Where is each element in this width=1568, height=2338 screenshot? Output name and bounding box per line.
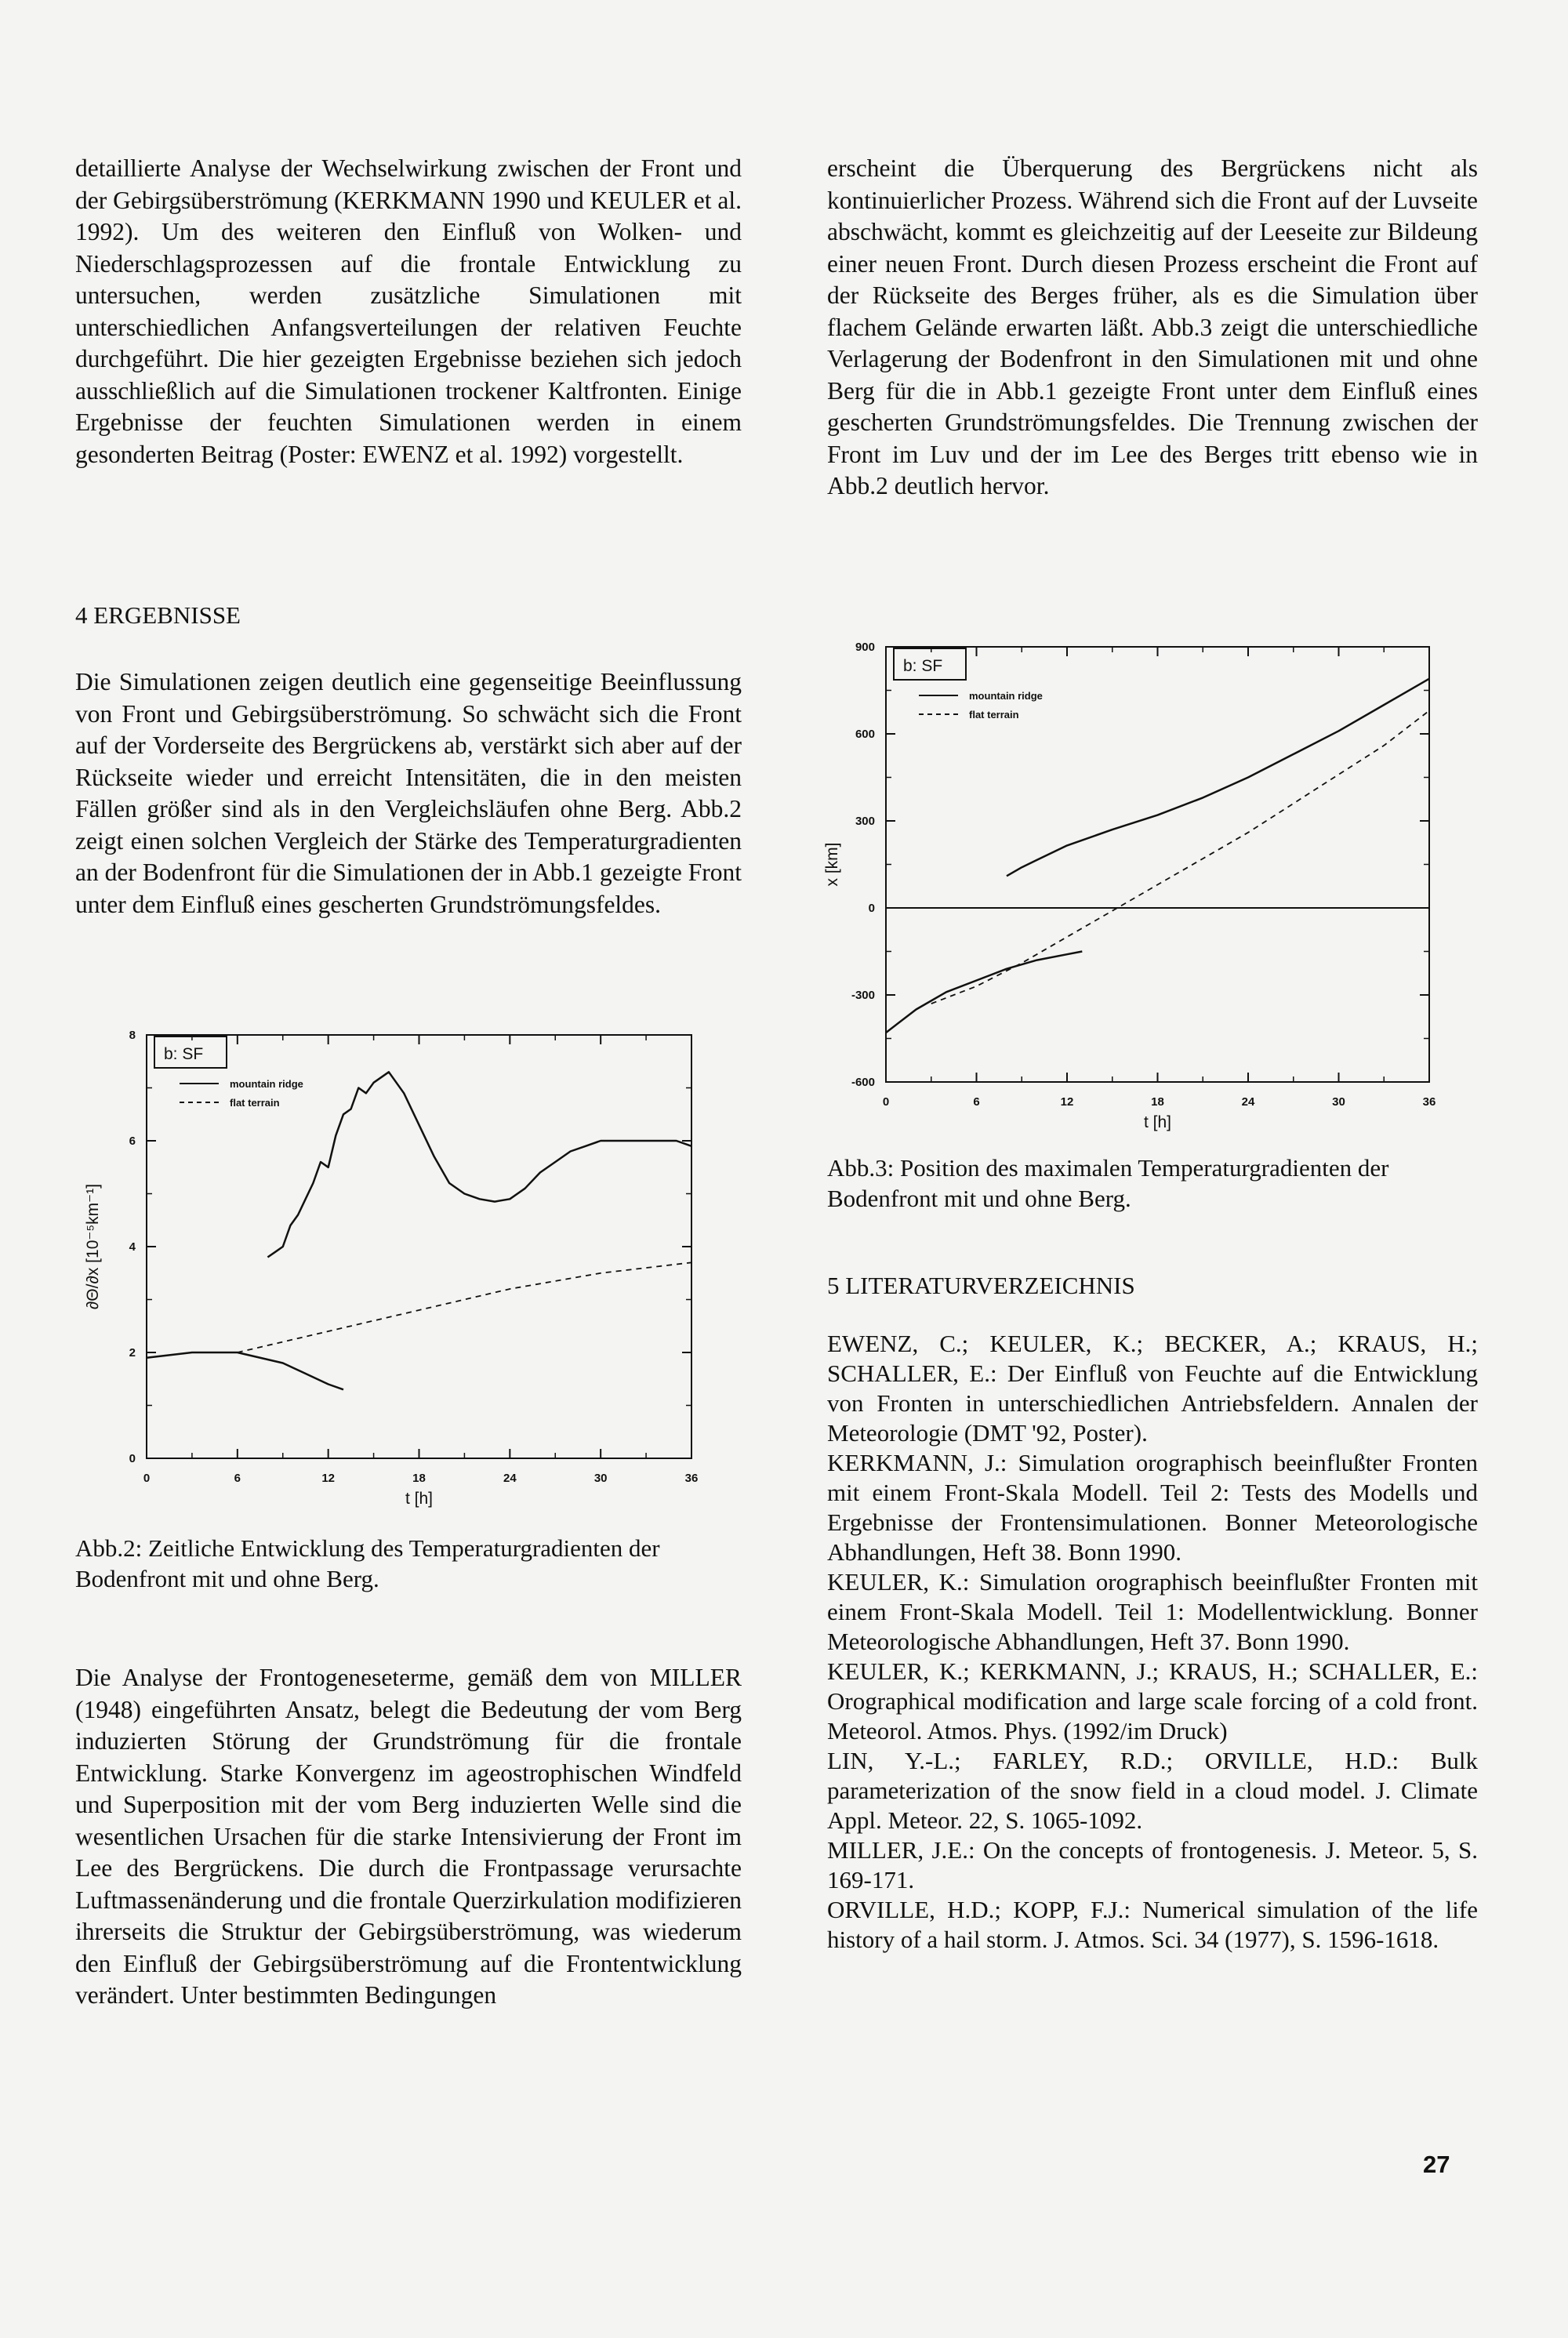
reference-item: KEULER, K.; KERKMANN, J.; KRAUS, H.; SCHALLER, E.: Orographical modification and large scale forcing of a cold front. Meteorol. Atmos. Phys. (1992/im Druck) (827, 1657, 1478, 1744)
x-tick-label: 0 (143, 1472, 151, 1485)
x-tick-label: 30 (1332, 1095, 1345, 1109)
x-tick-label: 24 (1241, 1095, 1255, 1109)
caption-abb2: Abb.2: Zeitliche Entwicklung des Temperaturgradienten der Bodenfront mit und ohne Berg. (75, 1534, 660, 1592)
legend-label-flat: flat terrain (230, 1097, 280, 1109)
series-line-flat-terrain (931, 710, 1429, 1004)
y-tick-label: -300 (851, 989, 875, 1002)
paragraph-ergebnisse: Die Simulationen zeigen deutlich eine gegenseitige Beeinflussung von Front und Gebirgsüberströmung. So schwächt sich die Front auf der Vorderseite des Bergrückens ab, verstärkt sich aber auf der Rückseite wieder und erreicht Intensitäten, die in den meisten Fällen größer sind als in den Vergleichsläufen ohne Berg. Abb.2 zeigt einen solchen Vergleich der Stärke des Temperaturgradienten an der Bodenfront für die Simulationen der in Abb.1 gezeigte Front unter dem Einfluß eines gescherten Grundströmungsfeldes. (75, 668, 742, 918)
caption-abb3: Abb.3: Position des maximalen Temperaturgradienten der Bodenfront mit und ohne Berg. (827, 1154, 1389, 1212)
panel-label: b: SF (903, 657, 943, 675)
x-tick-label: 30 (593, 1472, 608, 1485)
y-tick-label: 300 (855, 815, 875, 828)
left-column (75, 153, 742, 470)
plot-frame (147, 1035, 691, 1458)
y-axis-label: ∂Θ/∂x [10⁻⁵km⁻¹] (84, 1183, 102, 1310)
reference-item: LIN, Y.-L.; FARLEY, R.D.; ORVILLE, H.D.: Bulk parameterization of the snow field in a cloud model. J. Climate Appl. Meteor. 22, S. 1065-1092. (827, 1747, 1478, 1834)
series-line-mountain-ridge-windward- (147, 1352, 343, 1389)
reference-list (827, 1329, 1478, 1955)
section-heading-literatur: 5 LITERATURVERZEICHNIS (827, 1272, 1135, 1299)
series-line-mountain-ridge-lee- (1007, 679, 1429, 877)
reference-item: KERKMANN, J.: Simulation orographisch beeinflußter Fronten mit einem Front-Skala Modell. Teil 2: Tests des Modells und Ergebnisse der Frontensimulationen. Bonner Meteorologische Abhandlungen, Heft 38. Bonn 1990. (827, 1449, 1478, 1566)
x-tick-label: 36 (684, 1472, 699, 1485)
x-tick-label: 0 (882, 1095, 890, 1109)
figure-abb2-chart (71, 1019, 745, 1529)
x-axis-label: t [h] (405, 1490, 434, 1508)
series-line-flat-terrain (238, 1262, 691, 1352)
series-line-mountain-ridge-windward- (886, 952, 1082, 1033)
paragraph-intro: detaillierte Analyse der Wechselwirkung zwischen der Front und der Gebirgsüberströmung (KERKMANN 1990 und KEULER et al. 1992). Um des weiteren den Einfluß von Wolken- und Niederschlagsprozessen auf die frontale Entwicklung zu untersuchen, werden zusätzliche Simulationen mit unterschiedlichen Anfangsverteilungen der relativen Feuchte durchgeführt. Die hier gezeigten Ergebnisse beziehen sich jedoch ausschließlich auf die Simulationen trockener Kaltfronten. Einige Ergebnisse der feuchten Simulationen werden in einem gesonderten Beitrag (Poster: EWENZ et al. 1992) vorgestellt. (75, 154, 742, 468)
reference-item: KEULER, K.: Simulation orographisch beeinflußter Fronten mit einem Front-Skala Modell. Teil 1: Modellentwicklung. Bonner Meteorologische Abhandlungen, Heft 37. Bonn 1990. (827, 1568, 1478, 1655)
plot-frame (886, 647, 1429, 1082)
y-axis-label: x [km] (823, 842, 841, 887)
reference-item: EWENZ, C.; KEULER, K.; BECKER, A.; KRAUS, H.; SCHALLER, E.: Der Einfluß von Feuchte auf die Entwicklung von Fronten in unterschiedlichen Antriebsfeldern. Annalen der Meteorologie (DMT '92, Poster). (827, 1330, 1478, 1447)
x-axis-label: t [h] (1143, 1113, 1172, 1131)
y-tick-label: -600 (851, 1076, 875, 1089)
y-tick-label: 2 (129, 1346, 136, 1360)
legend-label-mountain: mountain ridge (230, 1078, 303, 1090)
x-tick-label: 12 (1060, 1095, 1074, 1109)
y-tick-label: 900 (855, 641, 875, 654)
right-column (827, 153, 1478, 503)
paragraph-frontogenese-block (75, 1662, 742, 2012)
figure-abb3-chart (823, 631, 1490, 1141)
x-tick-label: 12 (321, 1472, 336, 1485)
page-number: 27 (1423, 2151, 1450, 2178)
reference-item: MILLER, J.E.: On the concepts of frontogenesis. J. Meteor. 5, S. 169-171. (827, 1836, 1478, 1893)
x-tick-label: 6 (234, 1472, 241, 1485)
y-tick-label: 0 (129, 1452, 136, 1465)
section-heading-ergebnisse: 4 ERGEBNISSE (75, 601, 241, 629)
panel-label: b: SF (164, 1045, 204, 1063)
x-tick-label: 24 (503, 1472, 517, 1485)
x-tick-label: 18 (1151, 1095, 1164, 1109)
y-tick-label: 600 (855, 728, 875, 741)
x-tick-label: 36 (1422, 1095, 1436, 1109)
y-tick-label: 4 (129, 1240, 136, 1254)
reference-item: ORVILLE, H.D.; KOPP, F.J.: Numerical simulation of the life history of a hail storm. J. Atmos. Sci. 34 (1977), S. 1596-1618. (827, 1896, 1478, 1953)
series-line-mountain-ridge-lee- (267, 1072, 691, 1257)
x-tick-label: 6 (973, 1095, 980, 1109)
y-tick-label: 6 (129, 1135, 136, 1148)
paragraph-frontogenese: Die Analyse der Frontogeneseterme, gemäß dem von MILLER (1948) eingeführten Ansatz, belegt die Bedeutung der vom Berg induzierten Störung der Grundströmung für die frontale Entwicklung. Starke Konvergenz im ageostrophischen Windfeld und Superposition mit der vom Berg induzierten Welle sind die wesentlichen Ursachen für die starke Intensivierung der Front im Lee des Bergrückens. Die durch die Frontpassage verursachte Luftmassenänderung und die frontale Querzirkulation modifizieren ihrerseits die Struktur der Gebirgsüberströmung, was wiederum den Einfluß der Gebirgsüberströmung auf die Frontentwicklung verändert. Unter bestimmten Bedingungen (75, 1664, 742, 2009)
legend-label-flat: flat terrain (969, 709, 1019, 721)
legend-label-mountain: mountain ridge (969, 690, 1043, 702)
paragraph-ueberquerung: erscheint die Überquerung des Bergrückens nicht als kontinuierlicher Prozess. Während sich die Front auf der Luvseite abschwächt, kommt es gleichzeitig auf der Leeseite zur Bildeung einer neuen Front. Durch diesen Prozess erscheint die Front auf der Rückseite des Berges früher, als es die Simulation über flachem Gelände erwarten läßt. Abb.3 zeigt die unterschiedliche Verlagerung der Bodenfront in den Simulationen mit und ohne Berg für die in Abb.1 gezeigte Front unter dem Einfluß eines gescherten Grundströmungsfeldes. Die Trennung zwischen der Front im Luv und der im Lee des Berges tritt ebenso wie in Abb.2 deutlich hervor. (827, 154, 1478, 499)
y-tick-label: 0 (868, 902, 875, 915)
x-tick-label: 18 (412, 1472, 426, 1485)
paragraph-ergebnisse-block (75, 666, 742, 920)
y-tick-label: 8 (129, 1029, 136, 1042)
